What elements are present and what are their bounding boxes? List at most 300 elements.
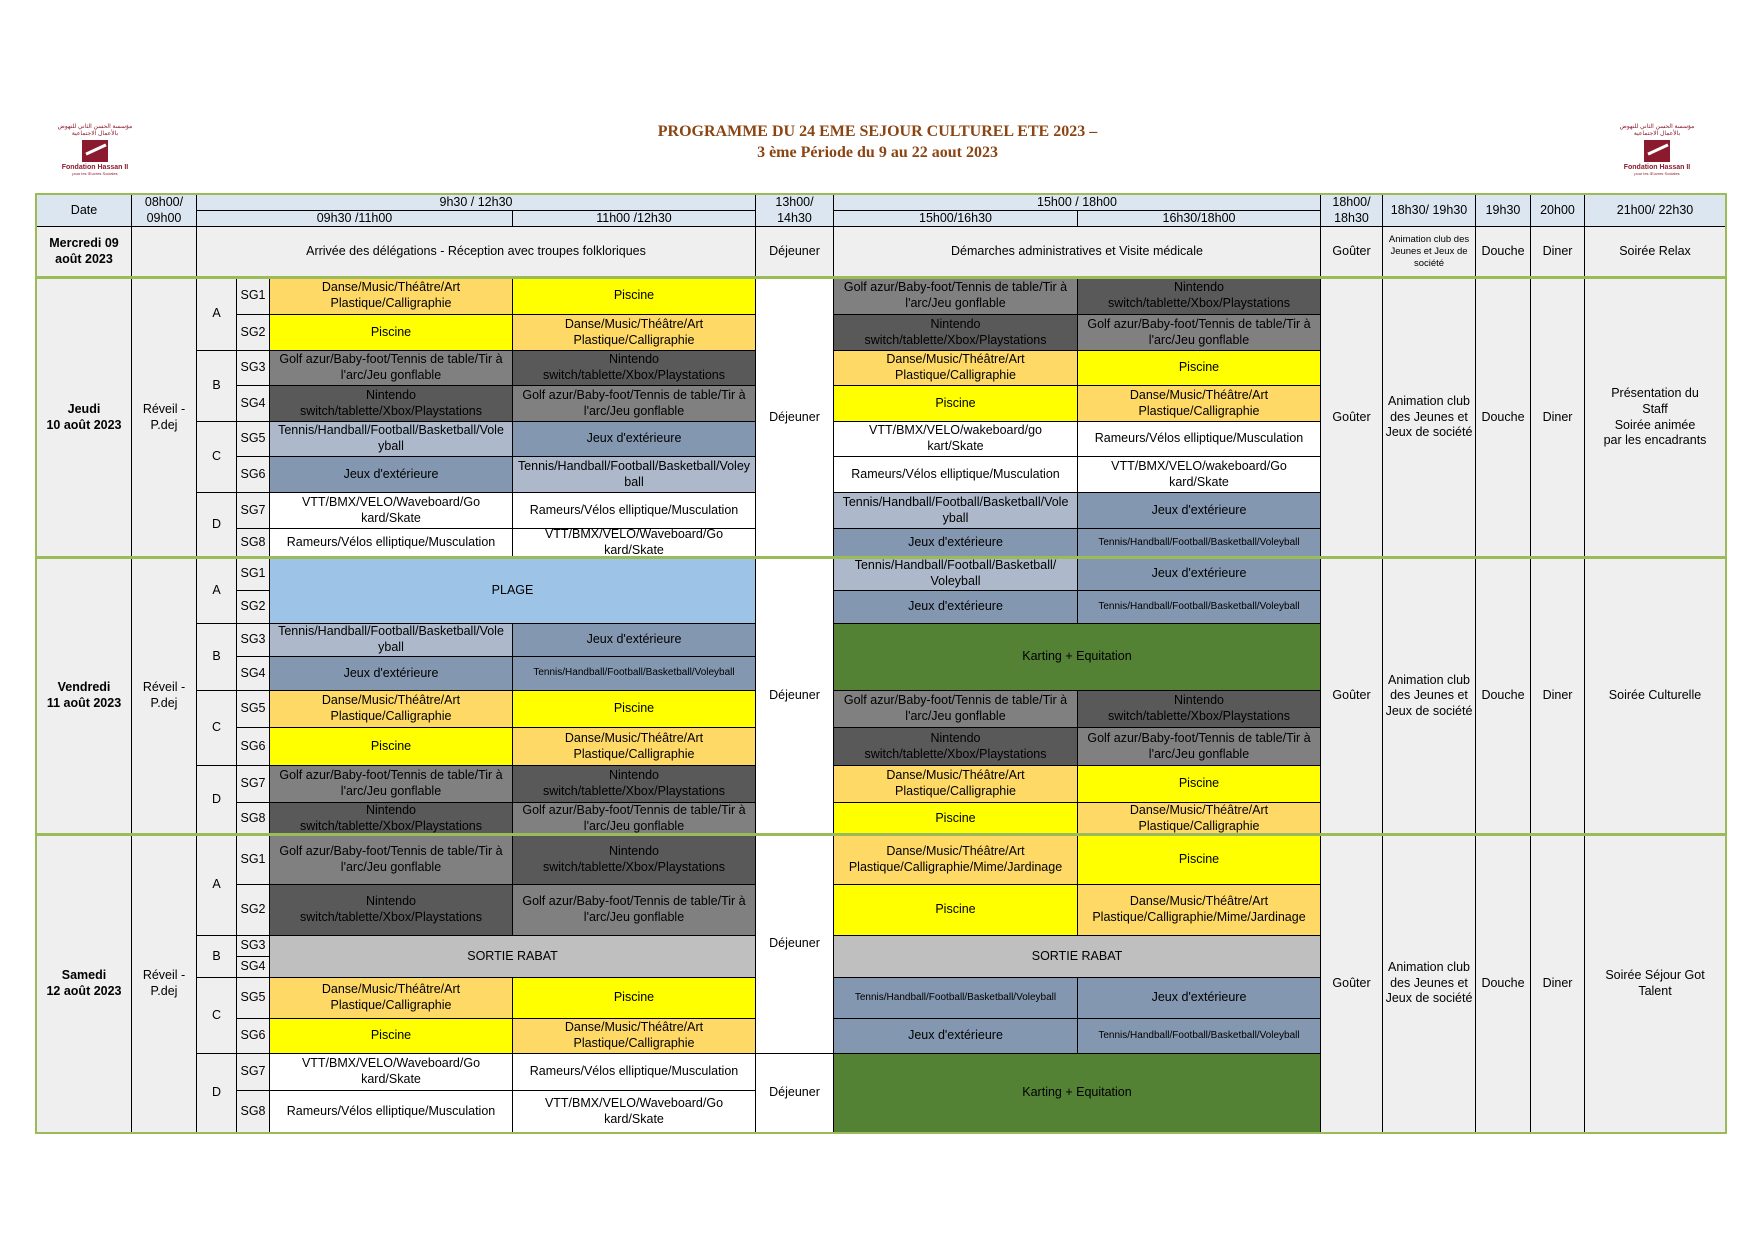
cell-text: Rameurs/Vélos elliptique/Musculation <box>851 466 1060 481</box>
cell-d3-sg1-a1 <box>833 834 1078 885</box>
cell-d1-sg7-a2 <box>1077 492 1321 529</box>
cell-text: Déjeuner <box>769 409 820 424</box>
cell-text: Date <box>70 202 98 217</box>
cell-text: Tennis/Handball/Football/Basketball/ Voleyball <box>854 558 1057 588</box>
cell-text: C <box>211 1007 222 1022</box>
cell-text: B <box>212 948 221 963</box>
cell-d3-sg2-m2 <box>512 884 756 936</box>
cell-text: Piscine <box>613 701 655 716</box>
cell-text: Arrivée des délégations - Réception avec troupes folkloriques <box>306 244 646 259</box>
cell-text: D <box>211 1085 222 1100</box>
cell-text: Danse/Music/Théâtre/Art Plastique/Calligraphie <box>1129 387 1269 418</box>
cell-d2-sg6-label <box>236 727 270 766</box>
cell-text: Tennis/Handball/Football/Basketball/Voleyball <box>1098 1029 1300 1041</box>
cell-header-2100 <box>1584 194 1726 227</box>
cell-text: Soirée Séjour Got Talent <box>1605 967 1705 998</box>
cell-d3-sortie-morning <box>269 935 756 978</box>
cell-text: Danse/Music/Théâtre/Art Plastique/Calligraphie <box>564 1020 704 1050</box>
cell-text: SG2 <box>240 324 266 339</box>
cell-d3-sg5-a2 <box>1077 977 1321 1019</box>
cell-text: Déjeuner <box>769 936 820 951</box>
cell-d2-group-b <box>196 623 237 691</box>
cell-d3-sg2-a1 <box>833 884 1078 936</box>
cell-text: Rameurs/Vélos elliptique/Musculation <box>286 1103 496 1118</box>
cell-text: SG1 <box>240 851 266 866</box>
cell-d2-group-d <box>196 765 237 835</box>
cell-d1-sg8-a2 <box>1077 528 1321 558</box>
cell-text: Nintendo switch/tablette/Xbox/Playstations <box>299 894 483 924</box>
cell-text: Danse/Music/Théâtre/Art Plastique/Calligraphie <box>564 730 704 761</box>
cell-d2-sg5-m2 <box>512 690 756 728</box>
cell-text: Danse/Music/Théâtre/Art Plastique/Calligraphie <box>886 768 1025 798</box>
cell-day0-lunch <box>755 226 834 278</box>
cell-d1-soiree <box>1584 277 1726 558</box>
cell-text: B <box>212 378 221 393</box>
cell-text: SG3 <box>240 360 266 375</box>
cell-text: 11h00 /12h30 <box>596 210 672 225</box>
cell-d1-sg4-a1 <box>833 385 1078 422</box>
cell-text: SG1 <box>240 288 266 303</box>
cell-text: SG6 <box>240 1028 266 1043</box>
logo-arabic-text: مؤسسة الحسن الثاني للنهوض بالأعمال الاجتماعية <box>1619 124 1695 137</box>
cell-text: 08h00/ 09h00 <box>144 194 184 225</box>
cell-text: SG7 <box>240 1064 266 1079</box>
cell-d1-sg4-label <box>236 385 270 422</box>
cell-d2-sg1-a1 <box>833 557 1078 591</box>
cell-text: SG4 <box>240 959 266 974</box>
cell-text: VTT/BMX/VELO/Waveboard/Go kard/Skate <box>544 1095 724 1126</box>
cell-d1-sg2-a2 <box>1077 314 1321 351</box>
cell-text: Piscine <box>370 1028 412 1043</box>
cell-d2-karting <box>833 623 1321 691</box>
cell-text: Piscine <box>370 324 412 339</box>
cell-d3-soiree <box>1584 834 1726 1133</box>
cell-d3-reveil <box>131 834 197 1133</box>
cell-day0-afternoon <box>833 226 1321 278</box>
cell-d2-sg4-label <box>236 656 270 691</box>
cell-d2-group-a <box>196 557 237 624</box>
cell-d1-sg6-m1 <box>269 456 513 493</box>
cell-day0-douche <box>1475 226 1531 278</box>
cell-text: Golf azur/Baby-foot/Tennis de table/Tir à l'arc/Jeu gonflable <box>522 802 746 833</box>
cell-d3-sg1-label <box>236 834 270 885</box>
cell-text: Danse/Music/Théâtre/Art Plastique/Calligraphie/Mime/Jardinage <box>848 843 1063 874</box>
cell-text: Piscine <box>1178 776 1220 791</box>
cell-d3-sg1-m2 <box>512 834 756 885</box>
cell-header-2000 <box>1530 194 1585 227</box>
cell-d1-sg3-m1 <box>269 350 513 386</box>
cell-d1-sg6-m2 <box>512 456 756 493</box>
cell-text: Piscine <box>935 395 976 410</box>
cell-d1-group-a <box>196 277 237 351</box>
cell-d2-reveil <box>131 557 197 835</box>
cell-d1-sg3-a1 <box>833 350 1078 386</box>
cell-text: Goûter <box>1332 244 1371 259</box>
cell-d2-douche <box>1475 557 1531 835</box>
cell-text: C <box>211 720 222 735</box>
cell-text: Réveil - P.dej <box>142 680 186 710</box>
cell-d2-plage <box>269 557 756 624</box>
cell-text: Karting + Equitation <box>1022 1085 1132 1100</box>
cell-d2-soiree <box>1584 557 1726 835</box>
cell-d2-sg7-label <box>236 765 270 803</box>
cell-text: Jeux d'extérieure <box>1151 566 1247 581</box>
cell-d2-sg4-m2 <box>512 656 756 691</box>
cell-text: Mercredi 09 août 2023 <box>49 236 119 266</box>
cell-text: SG7 <box>240 776 266 791</box>
cell-text: Rameurs/Vélos elliptique/Musculation <box>1094 431 1304 446</box>
cell-text: D <box>211 792 222 807</box>
cell-text: Déjeuner <box>769 688 820 703</box>
cell-text: SG3 <box>240 938 266 953</box>
cell-d2-sg4-m1 <box>269 656 513 691</box>
cell-text: 09h30 /11h00 <box>316 210 393 225</box>
cell-d1-sg1-m2 <box>512 277 756 315</box>
cell-d3-sg8-m1 <box>269 1090 513 1133</box>
cell-d3-sg6-m2 <box>512 1018 756 1054</box>
cell-d1-group-b <box>196 350 237 422</box>
cell-header-date <box>36 194 132 227</box>
cell-d2-sg6-m1 <box>269 727 513 766</box>
cell-text: Jeux d'extérieure <box>1151 990 1247 1005</box>
cell-d3-sg6-label <box>236 1018 270 1054</box>
cell-d3-sg3-label <box>236 935 270 957</box>
cell-text: Diner <box>1542 975 1573 990</box>
cell-d2-sg8-label <box>236 802 270 835</box>
cell-text: Tennis/Handball/Football/Basketball/Voleyball <box>1098 600 1300 612</box>
page-title-line1: PROGRAMME DU 24 EME SEJOUR CULTUREL ETE 2023 – <box>657 123 1098 140</box>
cell-d2-sg7-a1 <box>833 765 1078 803</box>
cell-header-1100 <box>512 210 756 227</box>
cell-text: Goûter <box>1332 688 1371 703</box>
cell-d1-sg5-a2 <box>1077 421 1321 457</box>
cell-d1-diner <box>1530 277 1585 558</box>
cell-text: Réveil - P.dej <box>142 967 186 998</box>
cell-text: Animation club des Jeunes et Jeux de société <box>1385 394 1473 440</box>
cell-d2-sg6-a1 <box>833 727 1078 766</box>
cell-text: SG3 <box>240 632 266 647</box>
cell-d2-sg5-m1 <box>269 690 513 728</box>
cell-text: 18h00/ 18h30 <box>1332 194 1371 225</box>
cell-text: Piscine <box>613 288 655 303</box>
cell-text: Vendredi 11 août 2023 <box>46 680 122 710</box>
cell-d3-sg7-m1 <box>269 1053 513 1091</box>
cell-text: Piscine <box>370 738 412 753</box>
cell-text: 18h30/ 19h30 <box>1390 202 1468 217</box>
cell-d2-sg2-label <box>236 590 270 624</box>
cell-text: VTT/BMX/VELO/Waveboard/Go kard/Skate <box>301 1056 481 1086</box>
cell-d1-sg1-m1 <box>269 277 513 315</box>
cell-text: 21h00/ 22h30 <box>1616 202 1694 217</box>
cell-d2-date <box>36 557 132 835</box>
cell-text: Diner <box>1542 688 1573 703</box>
cell-header-1300 <box>755 194 834 227</box>
cell-text: Rameurs/Vélos elliptique/Musculation <box>286 535 496 550</box>
cell-d3-gouter <box>1320 834 1383 1133</box>
cell-text: Tennis/Handball/Football/Basketball/Vole yball <box>278 423 504 453</box>
cell-text: SORTIE RABAT <box>467 948 558 963</box>
cell-text: C <box>211 449 222 464</box>
cell-d3-group-a <box>196 834 237 936</box>
cell-text: Animation club des Jeunes et Jeux de société <box>1385 672 1473 718</box>
cell-d1-sg2-m2 <box>512 314 756 351</box>
cell-d1-sg7-label <box>236 492 270 529</box>
cell-d3-diner <box>1530 834 1585 1133</box>
cell-d1-sg7-a1 <box>833 492 1078 529</box>
cell-header-afternoon <box>833 194 1321 211</box>
cell-text: Déjeuner <box>769 1085 820 1100</box>
cell-d3-sg1-m1 <box>269 834 513 885</box>
cell-text: Samedi 12 août 2023 <box>46 967 122 998</box>
cell-d1-date <box>36 277 132 558</box>
cell-text: D <box>211 517 222 532</box>
cell-d3-sg5-m2 <box>512 977 756 1019</box>
cell-d1-group-c <box>196 421 237 493</box>
cell-header-1930 <box>1475 194 1531 227</box>
cell-d2-sg3-label <box>236 623 270 657</box>
cell-d3-sg6-a2 <box>1077 1018 1321 1054</box>
cell-d3-sg8-label <box>236 1090 270 1133</box>
cell-text: Douche <box>1481 688 1525 703</box>
cell-d1-sg2-a1 <box>833 314 1078 351</box>
cell-text: Douche <box>1481 975 1525 990</box>
cell-d3-sg5-a1 <box>833 977 1078 1019</box>
cell-d3-sg6-m1 <box>269 1018 513 1054</box>
cell-d1-sg2-label <box>236 314 270 351</box>
cell-d1-sg5-a1 <box>833 421 1078 457</box>
schedule-table <box>36 194 1725 1132</box>
cell-text: SG8 <box>240 535 266 550</box>
cell-text: Réveil - P.dej <box>142 401 186 432</box>
cell-text: Nintendo switch/tablette/Xbox/Playstations <box>864 316 1047 347</box>
cell-d1-sg6-a2 <box>1077 456 1321 493</box>
cell-text: A <box>212 877 221 892</box>
cell-text: Jeux d'extérieure <box>1151 502 1247 517</box>
cell-text: SG4 <box>240 665 266 680</box>
cell-d1-sg4-m1 <box>269 385 513 422</box>
cell-text: Piscine <box>935 902 976 917</box>
cell-text: Tennis/Handball/Football/Basketball/Voley ball <box>517 458 751 489</box>
cell-text: Piscine <box>1178 851 1220 866</box>
cell-d1-group-d <box>196 492 237 558</box>
cell-d2-sg1-label <box>236 557 270 591</box>
cell-d3-sg8-m2 <box>512 1090 756 1133</box>
cell-day0-gouter <box>1320 226 1383 278</box>
cell-d1-sg1-a2 <box>1077 277 1321 315</box>
cell-d3-sg7-m2 <box>512 1053 756 1091</box>
cell-text: 15h00/16h30 <box>919 210 992 225</box>
logo-mark-icon <box>1644 140 1670 162</box>
cell-text: SG4 <box>240 395 266 410</box>
cell-text: VTT/BMX/VELO/wakeboard/go kart/Skate <box>869 423 1042 453</box>
cell-d1-sg3-a2 <box>1077 350 1321 386</box>
logo-subtitle: pour les Œuvres Sociales <box>1634 171 1680 176</box>
cell-d3-sg5-m1 <box>269 977 513 1019</box>
cell-d2-sg8-a1 <box>833 802 1078 835</box>
cell-header-morning <box>196 194 756 211</box>
cell-text: Diner <box>1542 409 1573 424</box>
cell-d1-lunch <box>755 277 834 558</box>
cell-d1-gouter <box>1320 277 1383 558</box>
cell-d3-sg5-label <box>236 977 270 1019</box>
cell-text: Golf azur/Baby-foot/Tennis de table/Tir à l'arc/Jeu gonflable <box>522 387 746 418</box>
cell-text: Douche <box>1481 409 1525 424</box>
cell-text: SG8 <box>240 810 266 825</box>
cell-text: Nintendo switch/tablette/Xbox/Playstations <box>542 352 726 382</box>
cell-d1-sg1-a1 <box>833 277 1078 315</box>
cell-text: SG7 <box>240 502 266 517</box>
cell-d2-lunch <box>755 557 834 835</box>
cell-text: Danse/Music/Théâtre/Art Plastique/Calligraphie <box>321 982 461 1012</box>
cell-d3-sg4-label <box>236 956 270 978</box>
cell-text: VTT/BMX/VELO/Waveboard/Go kard/Skate <box>544 528 724 557</box>
cell-text: Tennis/Handball/Football/Basketball/Vole yball <box>278 624 504 654</box>
logo-name: Fondation Hassan II <box>1623 164 1691 171</box>
cell-text: Danse/Music/Théâtre/Art Plastique/Calligraphie <box>1129 802 1269 833</box>
cell-day0-date <box>36 226 132 278</box>
cell-text: Jeux d'extérieure <box>908 1028 1003 1043</box>
cell-d1-reveil <box>131 277 197 558</box>
cell-d1-sg8-m1 <box>269 528 513 558</box>
cell-d2-gouter <box>1320 557 1383 835</box>
cell-d3-karting <box>833 1053 1321 1133</box>
cell-text: SORTIE RABAT <box>1031 948 1123 963</box>
cell-header-1500 <box>833 210 1078 227</box>
logo-subtitle: pour les Œuvres Sociales <box>72 171 118 176</box>
cell-d2-sg5-a2 <box>1077 690 1321 728</box>
cell-text: Présentation du Staff Soirée animée par les encadrants <box>1603 386 1707 448</box>
cell-text: Nintendo switch/tablette/Xbox/Playstations <box>1107 693 1291 723</box>
cell-day0-morning <box>196 226 756 278</box>
cell-text: Karting + Equitation <box>1022 649 1132 664</box>
cell-d3-date <box>36 834 132 1133</box>
cell-d1-sg8-m2 <box>512 528 756 558</box>
cell-d1-sg7-m2 <box>512 492 756 529</box>
cell-d3-sg2-m1 <box>269 884 513 936</box>
cell-d3-animation <box>1382 834 1476 1133</box>
cell-text: A <box>212 306 221 321</box>
cell-header-1630 <box>1077 210 1321 227</box>
cell-text: Golf azur/Baby-foot/Tennis de table/Tir à l'arc/Jeu gonflable <box>843 693 1068 723</box>
cell-text: Golf azur/Baby-foot/Tennis de table/Tir à l'arc/Jeu gonflable <box>1087 730 1311 761</box>
cell-text: Diner <box>1542 244 1573 259</box>
cell-d1-douche <box>1475 277 1531 558</box>
cell-d1-sg7-m1 <box>269 492 513 529</box>
cell-text: Danse/Music/Théâtre/Art Plastique/Calligraphie <box>564 316 704 347</box>
cell-text: Jeux d'extérieure <box>586 431 682 446</box>
cell-text: Goûter <box>1332 975 1371 990</box>
cell-text: Danse/Music/Théâtre/Art Plastique/Calligraphie <box>886 352 1025 382</box>
cell-d1-sg5-m1 <box>269 421 513 457</box>
cell-text: SG5 <box>240 431 266 446</box>
cell-d3-group-d <box>196 1053 237 1133</box>
cell-text: PLAGE <box>491 582 534 597</box>
cell-d2-sg3-m2 <box>512 623 756 657</box>
cell-text: Nintendo switch/tablette/Xbox/Playstations <box>299 387 483 418</box>
cell-text: Jeux d'extérieure <box>343 466 439 481</box>
cell-text: SG1 <box>240 566 266 581</box>
cell-text: SG6 <box>240 466 266 481</box>
cell-text: 13h00/ 14h30 <box>775 194 814 225</box>
cell-d3-sg6-a1 <box>833 1018 1078 1054</box>
cell-text: Golf azur/Baby-foot/Tennis de table/Tir à l'arc/Jeu gonflable <box>1087 316 1311 347</box>
cell-text: Animation club des Jeunes et Jeux de société <box>1385 960 1473 1006</box>
cell-d1-sg6-a1 <box>833 456 1078 493</box>
cell-text: Jeudi 10 août 2023 <box>46 401 122 432</box>
cell-text: 20h00 <box>1540 202 1575 217</box>
cell-text: Jeux d'extérieure <box>908 599 1003 614</box>
cell-text: Nintendo switch/tablette/Xbox/Playstations <box>1107 280 1291 310</box>
cell-d3-sg2-a2 <box>1077 884 1321 936</box>
cell-text: Jeux d'extérieure <box>908 535 1003 550</box>
cell-header-0800 <box>131 194 197 227</box>
cell-d1-sg2-m1 <box>269 314 513 351</box>
cell-text: Golf azur/Baby-foot/Tennis de table/Tir à l'arc/Jeu gonflable <box>279 843 503 874</box>
cell-d2-sg8-m1 <box>269 802 513 835</box>
cell-text: VTT/BMX/VELO/wakeboard/Go kard/Skate <box>1111 458 1287 489</box>
cell-d2-sg7-m2 <box>512 765 756 803</box>
cell-d3-lunch-b <box>755 1053 834 1133</box>
cell-d2-sg6-a2 <box>1077 727 1321 766</box>
logo-mark-icon <box>82 140 108 162</box>
cell-text: Piscine <box>613 990 655 1005</box>
cell-header-1800 <box>1320 194 1383 227</box>
cell-text: Jeux d'extérieure <box>586 632 682 647</box>
logo-right <box>1612 124 1702 182</box>
cell-text: SG5 <box>240 990 266 1005</box>
cell-text: Piscine <box>935 810 976 825</box>
cell-text: Piscine <box>1178 360 1220 375</box>
cell-text: B <box>212 649 221 664</box>
cell-text: Tennis/Handball/Football/Basketball/Voleyball <box>533 667 735 679</box>
cell-text: Danse/Music/Théâtre/Art Plastique/Calligraphie <box>321 693 461 723</box>
cell-d2-animation <box>1382 557 1476 835</box>
cell-text: Douche <box>1481 244 1525 259</box>
cell-d3-group-c <box>196 977 237 1054</box>
cell-text: Déjeuner <box>769 244 820 259</box>
cell-d3-lunch-a <box>755 834 834 1054</box>
cell-d1-sg6-label <box>236 456 270 493</box>
cell-d1-sg3-m2 <box>512 350 756 386</box>
cell-text: 19h30 <box>1485 202 1521 217</box>
cell-text: 16h30/18h00 <box>1162 210 1236 225</box>
cell-d1-sg4-m2 <box>512 385 756 422</box>
cell-d2-sg7-a2 <box>1077 765 1321 803</box>
logo-left <box>50 124 140 182</box>
cell-text: Nintendo switch/tablette/Xbox/Playstations <box>864 730 1047 761</box>
cell-text: Tennis/Handball/Football/Basketball/Voleyball <box>1098 536 1300 548</box>
cell-d1-sg5-label <box>236 421 270 457</box>
cell-text: SG2 <box>240 902 266 917</box>
cell-text: SG2 <box>240 599 266 614</box>
cell-text: Tennis/Handball/Football/Basketball/Voleyball <box>854 991 1057 1003</box>
cell-day0-diner <box>1530 226 1585 278</box>
cell-d3-sg1-a2 <box>1077 834 1321 885</box>
cell-text: Nintendo switch/tablette/Xbox/Playstations <box>299 802 483 833</box>
cell-header-0930 <box>196 210 513 227</box>
cell-d1-animation <box>1382 277 1476 558</box>
cell-text: Rameurs/Vélos elliptique/Musculation <box>529 502 739 517</box>
cell-text: VTT/BMX/VELO/Waveboard/Go kard/Skate <box>301 494 481 525</box>
cell-day0-animation <box>1382 226 1476 278</box>
cell-text: Danse/Music/Théâtre/Art Plastique/Calligraphie/Mime/Jardinage <box>1092 894 1306 924</box>
cell-d1-sg8-label <box>236 528 270 558</box>
cell-day0-soiree <box>1584 226 1726 278</box>
cell-day0-empty <box>131 226 197 278</box>
cell-d1-sg1-label <box>236 277 270 315</box>
cell-d2-diner <box>1530 557 1585 835</box>
cell-d1-sg5-m2 <box>512 421 756 457</box>
